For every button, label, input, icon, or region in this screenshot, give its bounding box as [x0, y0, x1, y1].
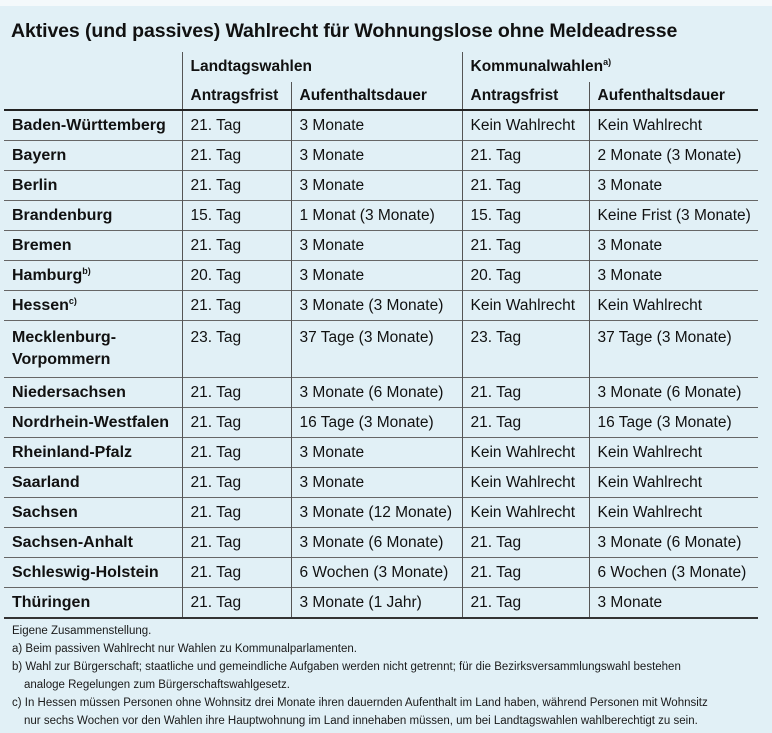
table-row: [4, 110, 758, 141]
footnote-marker: c): [68, 296, 77, 306]
table-row: [4, 468, 758, 498]
header-column-row: [4, 82, 758, 110]
cell-lt-antragsfrist: 21. Tag: [182, 231, 291, 261]
cell-lt-antragsfrist: 15. Tag: [182, 201, 291, 231]
state-name: Hamburg: [12, 267, 83, 284]
cell-kw-aufenthaltsdauer: Kein Wahlrecht: [589, 498, 758, 528]
cell-kw-antragsfrist: 21. Tag: [462, 141, 589, 171]
cell-kw-aufenthaltsdauer: 3 Monate (6 Monate): [589, 528, 758, 558]
cell-kw-aufenthaltsdauer: Keine Frist (3 Monate): [589, 201, 758, 231]
state-name: Niedersachsen: [12, 384, 126, 401]
cell-kw-antragsfrist: Kein Wahlrecht: [462, 498, 589, 528]
cell-lt-antragsfrist: 21. Tag: [182, 438, 291, 468]
cell-state: [4, 231, 182, 261]
header-group-row: [4, 52, 758, 82]
cell-lt-antragsfrist: 21. Tag: [182, 468, 291, 498]
cell-state: [4, 528, 182, 558]
cell-state: [4, 171, 182, 201]
cell-lt-antragsfrist: 21. Tag: [182, 558, 291, 588]
table-row: [4, 558, 758, 588]
header-empty: [4, 82, 182, 110]
cell-lt-aufenthaltsdauer: 3 Monate (3 Monate): [291, 291, 462, 321]
cell-lt-antragsfrist: 21. Tag: [182, 291, 291, 321]
cell-kw-aufenthaltsdauer: 16 Tage (3 Monate): [589, 408, 758, 438]
table-row: [4, 201, 758, 231]
cell-lt-antragsfrist: 21. Tag: [182, 408, 291, 438]
cell-lt-aufenthaltsdauer: 3 Monate: [291, 468, 462, 498]
table-row: [4, 438, 758, 468]
header-landtagswahlen: Landtagswahlen: [182, 52, 462, 82]
cell-state: [4, 558, 182, 588]
cell-kw-aufenthaltsdauer: 6 Wochen (3 Monate): [589, 558, 758, 588]
cell-kw-antragsfrist: 21. Tag: [462, 231, 589, 261]
cell-lt-aufenthaltsdauer: 1 Monat (3 Monate): [291, 201, 462, 231]
state-name: Mecklenburg-: [12, 329, 117, 346]
footnote-marker: a): [603, 57, 612, 67]
state-name: Hessen: [12, 297, 69, 314]
cell-lt-antragsfrist: 20. Tag: [182, 261, 291, 291]
state-name: Rheinland-Pfalz: [12, 444, 133, 461]
header-lt-antragsfrist: Antragsfrist: [182, 82, 291, 110]
cell-kw-aufenthaltsdauer: Kein Wahlrecht: [589, 110, 758, 141]
cell-lt-aufenthaltsdauer: 3 Monate: [291, 231, 462, 261]
note-c-cont: nur sechs Wochen vor den Wahlen ihre Hauptwohnung im Land innehaben müssen, um bei Landtagswahlen wahlberechtigt zu sein.: [24, 715, 698, 727]
footnote-marker: b): [82, 266, 91, 276]
cell-kw-antragsfrist: 15. Tag: [462, 201, 589, 231]
header-kw-antragsfrist: Antragsfrist: [462, 82, 589, 110]
state-name-cont: Vorpommern: [12, 351, 111, 368]
cell-kw-aufenthaltsdauer: Kein Wahlrecht: [589, 438, 758, 468]
cell-kw-aufenthaltsdauer: Kein Wahlrecht: [589, 468, 758, 498]
cell-state: [4, 201, 182, 231]
cell-lt-aufenthaltsdauer: 3 Monate (1 Jahr): [291, 588, 462, 619]
cell-kw-antragsfrist: Kein Wahlrecht: [462, 438, 589, 468]
state-name: Nordrhein-Westfalen: [12, 414, 170, 431]
cell-lt-aufenthaltsdauer: 3 Monate: [291, 261, 462, 291]
header-kw-aufenthaltsdauer: Aufenthaltsdauer: [589, 82, 758, 110]
cell-kw-antragsfrist: 21. Tag: [462, 171, 589, 201]
table-row: [4, 588, 758, 619]
cell-state: [4, 438, 182, 468]
cell-state: [4, 291, 182, 321]
cell-lt-antragsfrist: 21. Tag: [182, 110, 291, 141]
top-strip: [0, 0, 772, 6]
header-empty: [4, 52, 182, 82]
state-name: Saarland: [12, 474, 80, 491]
cell-lt-antragsfrist: 21. Tag: [182, 141, 291, 171]
cell-lt-antragsfrist: 21. Tag: [182, 498, 291, 528]
state-name: Schleswig-Holstein: [12, 564, 159, 581]
state-name: Sachsen: [12, 504, 78, 521]
cell-kw-aufenthaltsdauer: 3 Monate: [589, 588, 758, 619]
note-b-cont: analoge Regelungen zum Bürgerschaftswahlgesetz.: [24, 679, 290, 691]
cell-lt-aufenthaltsdauer: 37 Tage (3 Monate): [291, 321, 462, 378]
cell-kw-antragsfrist: 21. Tag: [462, 528, 589, 558]
state-name: Baden-Württemberg: [12, 117, 166, 134]
cell-state: [4, 588, 182, 619]
table-row: [4, 498, 758, 528]
cell-lt-aufenthaltsdauer: 6 Wochen (3 Monate): [291, 558, 462, 588]
cell-kw-aufenthaltsdauer: 37 Tage (3 Monate): [589, 321, 758, 378]
table-row: [4, 141, 758, 171]
cell-kw-aufenthaltsdauer: 3 Monate: [589, 261, 758, 291]
table-row: [4, 408, 758, 438]
cell-state: [4, 141, 182, 171]
cell-lt-aufenthaltsdauer: 3 Monate (6 Monate): [291, 378, 462, 408]
state-name: Bayern: [12, 147, 67, 164]
cell-lt-aufenthaltsdauer: 16 Tage (3 Monate): [291, 408, 462, 438]
cell-kw-antragsfrist: Kein Wahlrecht: [462, 468, 589, 498]
cell-lt-antragsfrist: 21. Tag: [182, 588, 291, 619]
cell-kw-antragsfrist: Kein Wahlrecht: [462, 110, 589, 141]
table-row: [4, 528, 758, 558]
cell-lt-antragsfrist: 23. Tag: [182, 321, 291, 378]
cell-state: [4, 261, 182, 291]
cell-kw-antragsfrist: Kein Wahlrecht: [462, 291, 589, 321]
cell-lt-aufenthaltsdauer: 3 Monate (12 Monate): [291, 498, 462, 528]
cell-state: [4, 498, 182, 528]
cell-lt-antragsfrist: 21. Tag: [182, 171, 291, 201]
cell-state: [4, 468, 182, 498]
table-row: [4, 321, 758, 378]
cell-state: [4, 321, 182, 378]
table-row: [4, 231, 758, 261]
state-name: Brandenburg: [12, 207, 113, 224]
cell-kw-aufenthaltsdauer: 3 Monate: [589, 231, 758, 261]
table-row: [4, 378, 758, 408]
cell-lt-aufenthaltsdauer: 3 Monate: [291, 171, 462, 201]
cell-kw-aufenthaltsdauer: 2 Monate (3 Monate): [589, 141, 758, 171]
state-name: Berlin: [12, 177, 58, 194]
note-c: c) In Hessen müssen Personen ohne Wohnsitz drei Monate ihren dauernden Aufenthalt im Land haben, während Personen mit Wohnsitz: [12, 697, 708, 709]
cell-kw-aufenthaltsdauer: 3 Monate (6 Monate): [589, 378, 758, 408]
cell-lt-aufenthaltsdauer: 3 Monate: [291, 141, 462, 171]
cell-kw-antragsfrist: 21. Tag: [462, 378, 589, 408]
cell-lt-antragsfrist: 21. Tag: [182, 378, 291, 408]
cell-kw-antragsfrist: 21. Tag: [462, 558, 589, 588]
cell-kw-aufenthaltsdauer: Kein Wahlrecht: [589, 291, 758, 321]
table-title: Aktives (und passives) Wahlrecht für Wohnungslose ohne Meldeadresse: [11, 20, 678, 42]
cell-kw-antragsfrist: 23. Tag: [462, 321, 589, 378]
cell-kw-antragsfrist: 21. Tag: [462, 408, 589, 438]
note-source: Eigene Zusammenstellung.: [12, 625, 152, 637]
state-name: Bremen: [12, 237, 72, 254]
footnotes: [12, 622, 708, 730]
state-name: Sachsen-Anhalt: [12, 534, 133, 551]
cell-kw-aufenthaltsdauer: 3 Monate: [589, 171, 758, 201]
cell-state: [4, 378, 182, 408]
voting-rights-table: [4, 52, 758, 619]
header-kommunalwahlen: Kommunalwahlen$^{a)}$: [462, 52, 758, 82]
cell-kw-antragsfrist: 21. Tag: [462, 588, 589, 619]
table-row: [4, 261, 758, 291]
header-lt-aufenthaltsdauer: Aufenthaltsdauer: [291, 82, 462, 110]
table-row: [4, 171, 758, 201]
cell-lt-aufenthaltsdauer: 3 Monate (6 Monate): [291, 528, 462, 558]
cell-lt-aufenthaltsdauer: 3 Monate: [291, 110, 462, 141]
table-row: [4, 291, 758, 321]
cell-lt-aufenthaltsdauer: 3 Monate: [291, 438, 462, 468]
state-name: Thüringen: [12, 594, 91, 611]
cell-lt-antragsfrist: 21. Tag: [182, 528, 291, 558]
cell-kw-antragsfrist: 20. Tag: [462, 261, 589, 291]
cell-state: [4, 408, 182, 438]
note-a: a) Beim passiven Wahlrecht nur Wahlen zu Kommunalparlamenten.: [12, 643, 357, 655]
cell-state: [4, 110, 182, 141]
note-b: b) Wahl zur Bürgerschaft; staatliche und gemeindliche Aufgaben werden nicht getrennt; für die Bezirksversammlungswahl bestehen: [12, 661, 681, 673]
